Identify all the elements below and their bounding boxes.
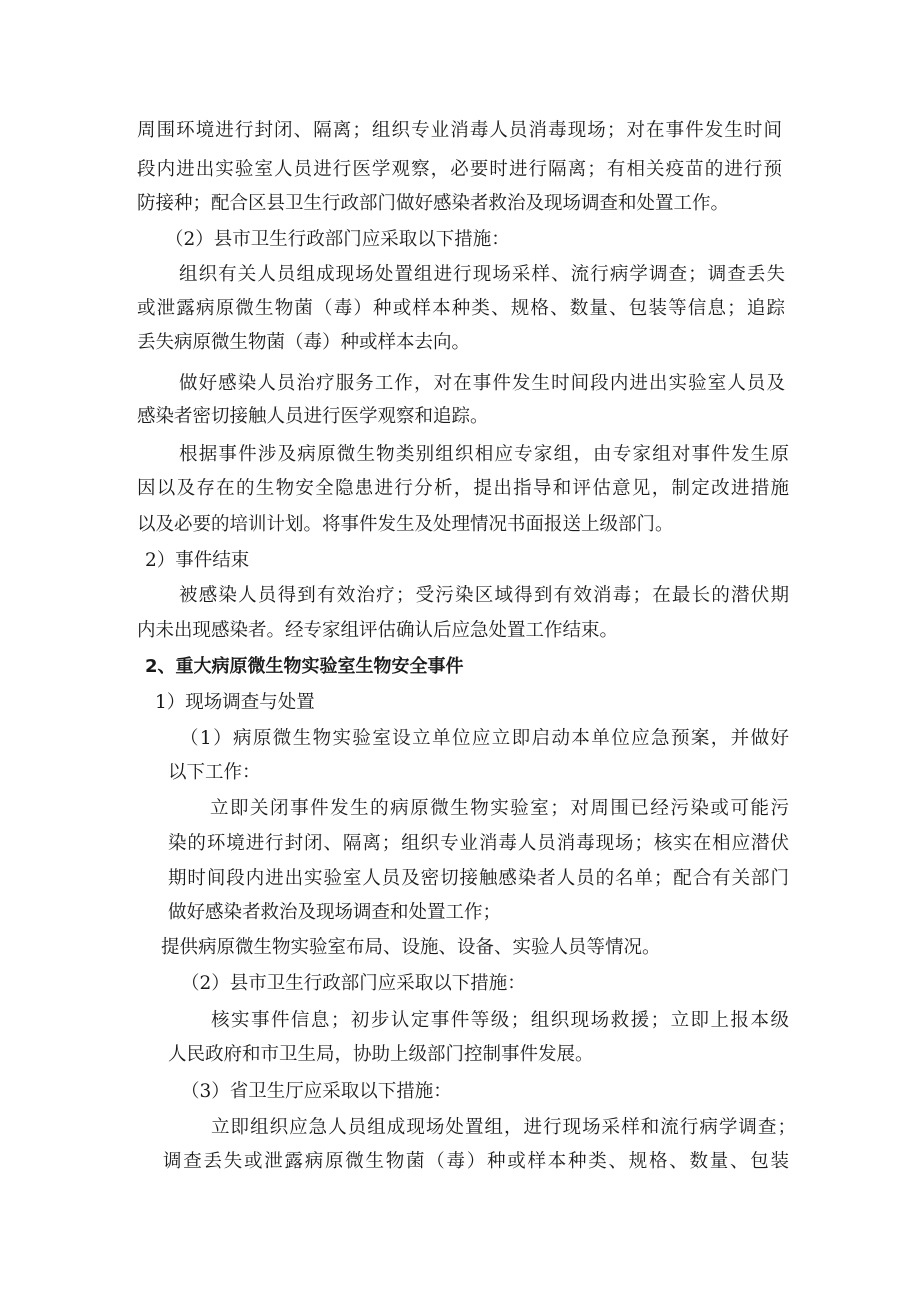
body-text-line: 感染者密切接触人员进行医学观察和追踪。	[137, 406, 489, 427]
body-text-line: 立即组织应急人员组成现场处置组，进行现场采样和流行病学调查；	[211, 1117, 796, 1138]
body-text-line: 人民政府和市卫生局，协助上级部门控制事件发展。	[168, 1044, 594, 1065]
body-text-line: 提供病原微生物实验室布局、设施、设备、实验人员等情况。	[161, 937, 661, 958]
body-text-line: 根据事件涉及病原微生物类别组织相应专家组，由专家组对事件发生原	[179, 444, 789, 465]
body-text-line: 期时间段内进出实验室人员及密切接触感染者人员的名单；配合有关部门	[168, 868, 789, 889]
body-text-line: 被感染人员得到有效治疗；受污染区域得到有效消毒；在最长的潜伏期	[179, 585, 789, 606]
section-heading: （3）省卫生厅应采取以下措施：	[181, 1081, 452, 1102]
body-text-line: 调查丢失或泄露病原微生物菌（毒）种或样本种类、规格、数量、包装	[163, 1151, 789, 1172]
body-text-line: 内未出现感染者。经专家组评估确认后应急处置工作结束。	[137, 620, 619, 641]
body-text-line: 染的环境进行封闭、隔离；组织专业消毒人员消毒现场；核实在相应潜伏	[168, 833, 789, 854]
body-text-line: （1）病原微生物实验室设立单位应立即启动本单位应急预案，并做好	[180, 728, 789, 749]
body-text-line: 组织有关人员组成现场处置组进行现场采样、流行病学调查；调查丢失	[179, 264, 785, 285]
section-heading: 1）现场调查与处置	[155, 692, 315, 713]
body-text-line: 因以及存在的生物安全隐患进行分析，提出指导和评估意见，制定改进措施	[137, 478, 789, 499]
body-text-line: 以及必要的培训计划。将事件发生及处理情况书面报送上级部门。	[137, 514, 674, 535]
body-text-line: 丢失病原微生物菌（毒）种或样本去向。	[137, 332, 471, 353]
section-heading: （2）县市卫生行政部门应采取以下措施：	[181, 973, 526, 994]
body-text-line: 周围环境进行封闭、隔离；组织专业消毒人员消毒现场；对在事件发生时间	[137, 120, 782, 141]
body-text-line: 做好感染者救治及现场调查和处置工作；	[168, 902, 502, 923]
body-text-line: 立即关闭事件发生的病原微生物实验室；对周围已经污染或可能污	[210, 798, 789, 819]
section-heading: 2）事件结束	[145, 550, 250, 571]
section-heading: （2）县市卫生行政部门应采取以下措施：	[165, 229, 510, 250]
body-text-line: 或泄露病原微生物菌（毒）种或样本种类、规格、数量、包装等信息；追踪	[137, 298, 785, 319]
body-text-line: 核实事件信息；初步认定事件等级；组织现场救援；立即上报本级	[211, 1010, 789, 1031]
section-heading: 2、重大病原微生物实验室生物安全事件	[145, 656, 464, 677]
body-text-line: 做好感染人员治疗服务工作，对在事件发生时间段内进出实验室人员及	[179, 373, 785, 394]
body-text-line: 防接种；配合区县卫生行政部门做好感染者救治及现场调查和处置工作。	[137, 193, 730, 214]
body-text-line: 以下工作：	[168, 762, 261, 783]
body-text-line: 段内进出实验室人员进行医学观察，必要时进行隔离；有相关疫苗的进行预	[137, 159, 782, 180]
